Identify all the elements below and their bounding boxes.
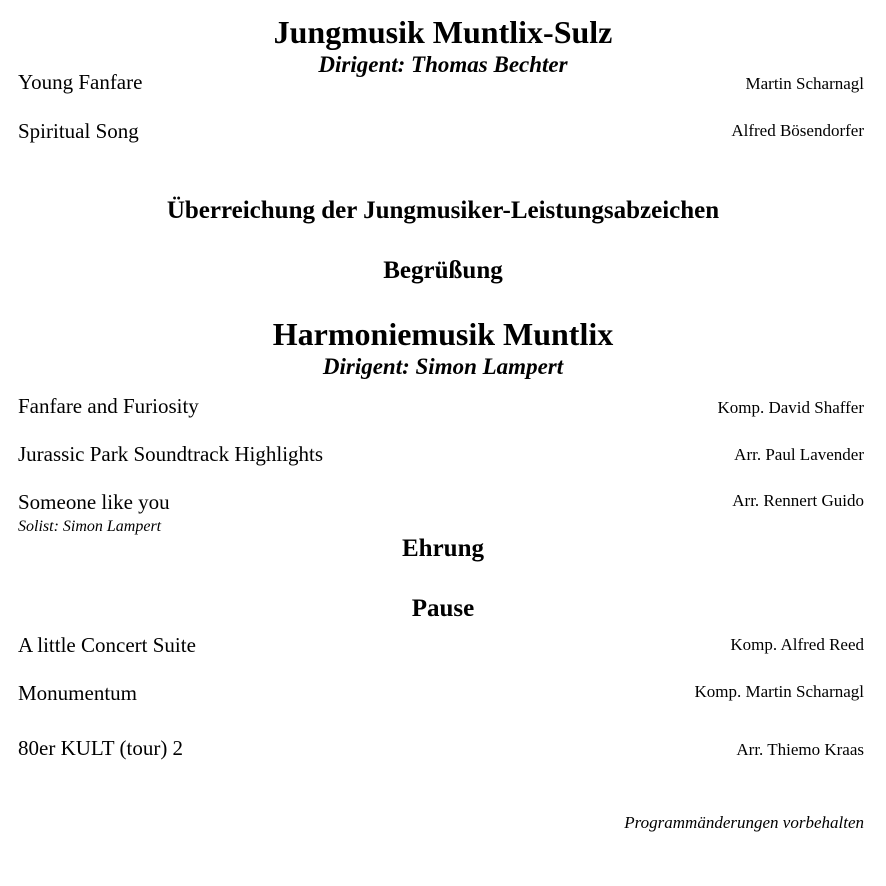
section-pause: Pause [411,595,475,622]
soloist-note: Solist: Simon Lampert [18,518,162,535]
piece-title: Someone like you [18,490,170,514]
piece-credit: Arr. Thiemo Kraas [736,740,864,759]
footer-note: Programmänderungen vorbehalten [624,813,864,832]
piece-credit: Komp. Alfred Reed [730,635,864,654]
piece-title: Young Fanfare [18,70,143,94]
band-title-jungmusik: Jungmusik Muntlix-Sulz [273,14,613,50]
piece-title: Monumentum [18,681,137,705]
conductor-harmoniemusik: Dirigent: Simon Lampert [322,354,564,379]
piece-credit: Alfred Bösendorfer [731,121,864,140]
piece-credit: Martin Scharnagl [745,74,864,93]
piece-title: Jurassic Park Soundtrack Highlights [18,442,324,466]
conductor-jungmusik: Dirigent: Thomas Bechter [318,52,568,77]
piece-title: Spiritual Song [18,119,139,143]
band-title-harmoniemusik: Harmoniemusik Muntlix [272,316,614,352]
piece-credit: Arr. Rennert Guido [732,491,864,510]
piece-credit: Komp. David Shaffer [717,398,864,417]
piece-credit: Arr. Paul Lavender [734,445,864,464]
section-honor: Ehrung [402,535,484,562]
piece-title: Fanfare and Furiosity [18,394,199,418]
piece-title: 80er KULT (tour) 2 [18,736,184,760]
section-award: Überreichung der Jungmusiker-Leistungsabzeichen [166,197,720,224]
piece-title: A little Concert Suite [18,633,196,657]
piece-credit: Komp. Martin Scharnagl [694,682,864,701]
section-welcome: Begrüßung [383,257,503,284]
